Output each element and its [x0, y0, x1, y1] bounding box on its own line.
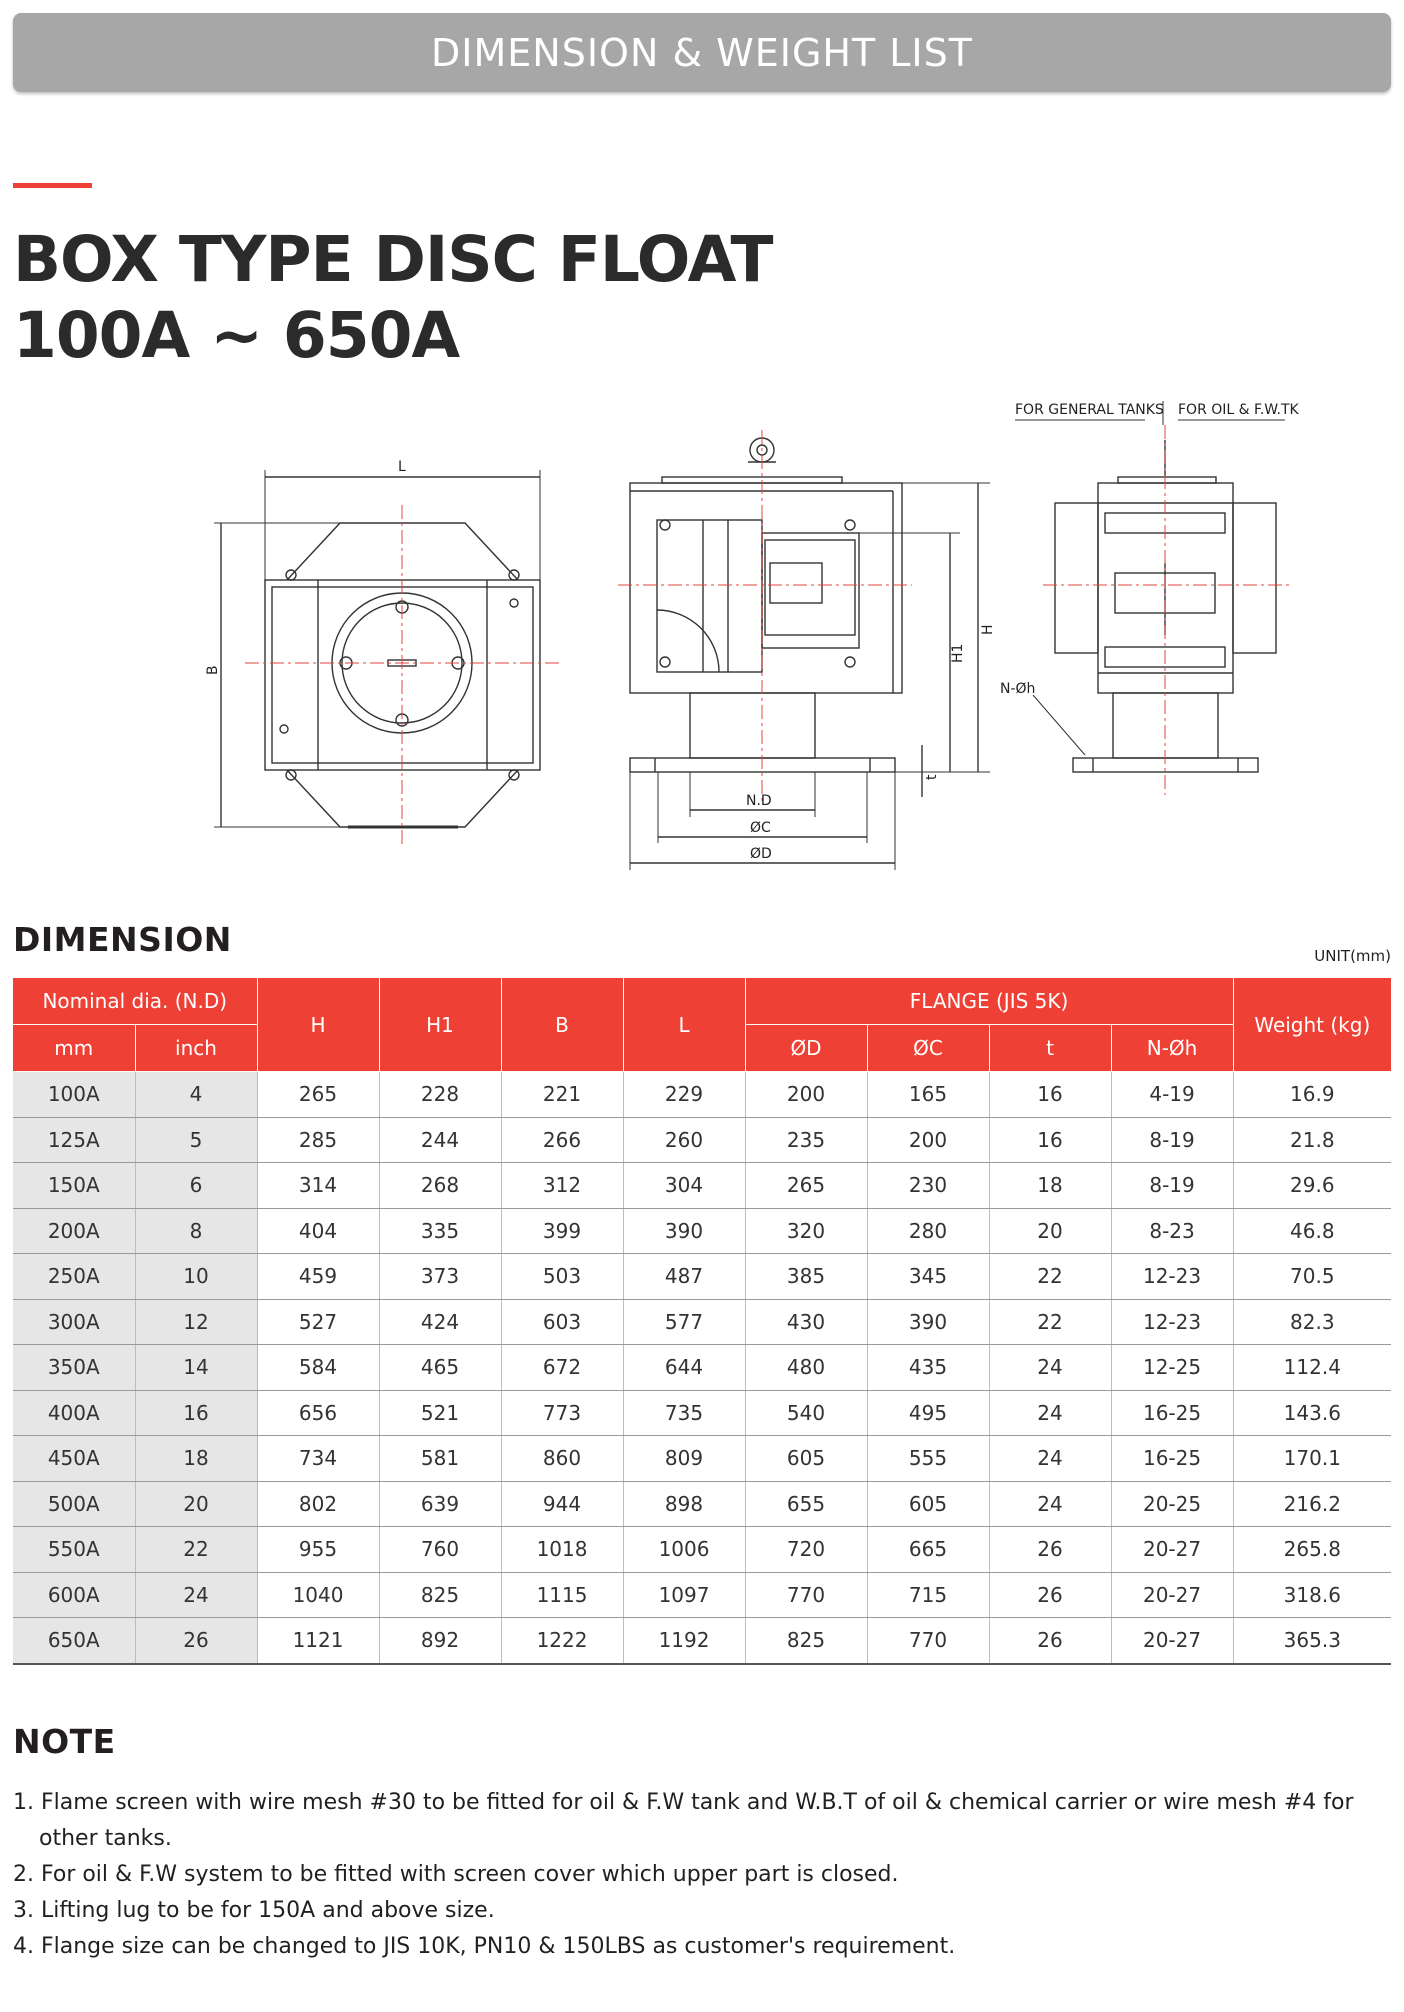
- cell-od: 430: [745, 1299, 867, 1345]
- note-item: 4. Flange size can be changed to JIS 10K, PN10 & 150LBS as customer's requirement.: [13, 1934, 956, 1959]
- cell-t: 24: [989, 1436, 1111, 1482]
- note-item: 2. For oil & F.W system to be fitted with screen cover which upper part is closed.: [13, 1862, 899, 1887]
- cell-h1: 424: [379, 1299, 501, 1345]
- cell-h1: 581: [379, 1436, 501, 1482]
- cell-od: 825: [745, 1618, 867, 1664]
- cell-b: 860: [501, 1436, 623, 1482]
- cell-mm: 300A: [13, 1299, 135, 1345]
- cell-h1: 228: [379, 1072, 501, 1118]
- cell-n-oh: 4-19: [1111, 1072, 1233, 1118]
- cell-inch: 20: [135, 1481, 257, 1527]
- cell-l: 809: [623, 1436, 745, 1482]
- cell-mm: 550A: [13, 1527, 135, 1573]
- cell-inch: 26: [135, 1618, 257, 1664]
- cell-weight: 216.2: [1233, 1481, 1391, 1527]
- cell-inch: 5: [135, 1117, 257, 1163]
- cell-weight: 21.8: [1233, 1117, 1391, 1163]
- cell-weight: 112.4: [1233, 1345, 1391, 1391]
- cell-inch: 8: [135, 1208, 257, 1254]
- cell-mm: 250A: [13, 1254, 135, 1300]
- table-body: [13, 1072, 1391, 1664]
- header-l: L: [623, 978, 745, 1072]
- cell-mm: 100A: [13, 1072, 135, 1118]
- cell-oc: 555: [867, 1436, 989, 1482]
- cell-oc: 605: [867, 1481, 989, 1527]
- cell-h1: 639: [379, 1481, 501, 1527]
- cell-b: 1222: [501, 1618, 623, 1664]
- note-item: 3. Lifting lug to be for 150A and above size.: [13, 1898, 495, 1923]
- cell-l: 487: [623, 1254, 745, 1300]
- cell-b: 503: [501, 1254, 623, 1300]
- cell-l: 1192: [623, 1618, 745, 1664]
- cell-weight: 82.3: [1233, 1299, 1391, 1345]
- cell-od: 770: [745, 1572, 867, 1618]
- cell-inch: 12: [135, 1299, 257, 1345]
- technical-drawing: [200, 385, 1380, 890]
- cell-l: 1097: [623, 1572, 745, 1618]
- dim-label-oc: ØC: [750, 820, 771, 836]
- cell-oc: 200: [867, 1117, 989, 1163]
- table-row: [13, 1299, 1391, 1345]
- cell-h: 1121: [257, 1618, 379, 1664]
- cell-n-oh: 20-27: [1111, 1572, 1233, 1618]
- cell-od: 720: [745, 1527, 867, 1573]
- cell-b: 944: [501, 1481, 623, 1527]
- cell-n-oh: 20-27: [1111, 1618, 1233, 1664]
- cell-od: 480: [745, 1345, 867, 1391]
- dim-label-od: ØD: [750, 846, 772, 862]
- cell-inch: 22: [135, 1527, 257, 1573]
- table-row: [13, 1072, 1391, 1118]
- cell-l: 304: [623, 1163, 745, 1209]
- cell-oc: 665: [867, 1527, 989, 1573]
- cell-od: 200: [745, 1072, 867, 1118]
- cell-n-oh: 8-23: [1111, 1208, 1233, 1254]
- dim-label-t: t: [924, 774, 940, 780]
- unit-label: UNIT(mm): [1314, 947, 1391, 965]
- cell-n-oh: 12-25: [1111, 1345, 1233, 1391]
- product-title: [13, 222, 773, 374]
- cell-b: 399: [501, 1208, 623, 1254]
- cell-h: 285: [257, 1117, 379, 1163]
- cell-od: 655: [745, 1481, 867, 1527]
- dim-label-nd: N.D: [746, 793, 772, 809]
- cell-inch: 16: [135, 1390, 257, 1436]
- cell-n-oh: 20-25: [1111, 1481, 1233, 1527]
- cell-h: 459: [257, 1254, 379, 1300]
- cell-t: 24: [989, 1345, 1111, 1391]
- table-header-row: [13, 978, 1391, 1025]
- cell-h1: 825: [379, 1572, 501, 1618]
- product-title-line2: 100A ~ 650A: [13, 299, 460, 372]
- cell-h1: 760: [379, 1527, 501, 1573]
- cell-t: 16: [989, 1072, 1111, 1118]
- cell-oc: 230: [867, 1163, 989, 1209]
- table-row: [13, 1208, 1391, 1254]
- cell-mm: 400A: [13, 1390, 135, 1436]
- cell-oc: 715: [867, 1572, 989, 1618]
- header-n-oh: N-Øh: [1111, 1025, 1233, 1072]
- table-row: [13, 1618, 1391, 1664]
- cell-l: 735: [623, 1390, 745, 1436]
- dim-label-H: H: [980, 624, 996, 635]
- cell-h1: 465: [379, 1345, 501, 1391]
- cell-h: 265: [257, 1072, 379, 1118]
- cell-b: 266: [501, 1117, 623, 1163]
- cell-od: 540: [745, 1390, 867, 1436]
- dim-label-L: L: [398, 459, 406, 475]
- header-nominal-dia: Nominal dia. (N.D): [13, 978, 257, 1025]
- cell-mm: 650A: [13, 1618, 135, 1664]
- cell-t: 22: [989, 1254, 1111, 1300]
- cell-h: 314: [257, 1163, 379, 1209]
- cell-inch: 24: [135, 1572, 257, 1618]
- cell-b: 1115: [501, 1572, 623, 1618]
- table-row: [13, 1345, 1391, 1391]
- cell-h: 404: [257, 1208, 379, 1254]
- table-row: [13, 1481, 1391, 1527]
- cell-oc: 165: [867, 1072, 989, 1118]
- cell-inch: 14: [135, 1345, 257, 1391]
- note-item: 1. Flame screen with wire mesh #30 to be fitted for oil & F.W tank and W.B.T of oil & chemical carrier or wire mesh #4 for other tanks.: [13, 1790, 1354, 1851]
- header-flange: FLANGE (JIS 5K): [745, 978, 1233, 1025]
- cell-weight: 170.1: [1233, 1436, 1391, 1482]
- table-row: [13, 1572, 1391, 1618]
- side-view: [1015, 401, 1285, 772]
- header-oc: ØC: [867, 1025, 989, 1072]
- cell-oc: 390: [867, 1299, 989, 1345]
- cell-oc: 435: [867, 1345, 989, 1391]
- note-heading: NOTE: [13, 1722, 116, 1761]
- cell-l: 229: [623, 1072, 745, 1118]
- table-row: [13, 1163, 1391, 1209]
- cell-weight: 29.6: [1233, 1163, 1391, 1209]
- cell-h: 734: [257, 1436, 379, 1482]
- cell-weight: 143.6: [1233, 1390, 1391, 1436]
- cell-h: 527: [257, 1299, 379, 1345]
- cell-n-oh: 12-23: [1111, 1299, 1233, 1345]
- cell-h: 656: [257, 1390, 379, 1436]
- cell-od: 385: [745, 1254, 867, 1300]
- cell-b: 603: [501, 1299, 623, 1345]
- header-inch: inch: [135, 1025, 257, 1072]
- cell-od: 265: [745, 1163, 867, 1209]
- table-row: [13, 1390, 1391, 1436]
- dimension-table: [13, 978, 1391, 1665]
- cell-mm: 150A: [13, 1163, 135, 1209]
- cell-t: 18: [989, 1163, 1111, 1209]
- cell-mm: 125A: [13, 1117, 135, 1163]
- header-od: ØD: [745, 1025, 867, 1072]
- cell-l: 644: [623, 1345, 745, 1391]
- cell-inch: 10: [135, 1254, 257, 1300]
- cell-weight: 46.8: [1233, 1208, 1391, 1254]
- cell-b: 312: [501, 1163, 623, 1209]
- cell-n-oh: 8-19: [1111, 1163, 1233, 1209]
- cell-h: 1040: [257, 1572, 379, 1618]
- cell-oc: 770: [867, 1618, 989, 1664]
- cell-mm: 450A: [13, 1436, 135, 1482]
- cell-l: 1006: [623, 1527, 745, 1573]
- cell-mm: 350A: [13, 1345, 135, 1391]
- cell-n-oh: 20-27: [1111, 1527, 1233, 1573]
- cell-b: 1018: [501, 1527, 623, 1573]
- header-t: t: [989, 1025, 1111, 1072]
- cell-h1: 373: [379, 1254, 501, 1300]
- cell-h: 802: [257, 1481, 379, 1527]
- cell-mm: 500A: [13, 1481, 135, 1527]
- cell-weight: 318.6: [1233, 1572, 1391, 1618]
- dim-label-H1: H1: [950, 643, 966, 663]
- front-view: [630, 438, 990, 870]
- table-row: [13, 1527, 1391, 1573]
- accent-bar: [13, 183, 92, 188]
- cell-inch: 18: [135, 1436, 257, 1482]
- cell-od: 235: [745, 1117, 867, 1163]
- header-h1: H1: [379, 978, 501, 1072]
- cell-mm: 200A: [13, 1208, 135, 1254]
- label-oil-fw-tank: FOR OIL & F.W.TK: [1178, 402, 1299, 418]
- cell-inch: 6: [135, 1163, 257, 1209]
- dim-label-B: B: [205, 665, 221, 675]
- cell-weight: 16.9: [1233, 1072, 1391, 1118]
- cell-h1: 521: [379, 1390, 501, 1436]
- label-general-tanks: FOR GENERAL TANKS: [1015, 402, 1164, 418]
- cell-l: 260: [623, 1117, 745, 1163]
- cell-weight: 70.5: [1233, 1254, 1391, 1300]
- cell-n-oh: 12-23: [1111, 1254, 1233, 1300]
- top-view: [214, 470, 540, 827]
- table-row: [13, 1254, 1391, 1300]
- product-title-line1: BOX TYPE DISC FLOAT: [13, 223, 773, 296]
- cell-oc: 345: [867, 1254, 989, 1300]
- header-h: H: [257, 978, 379, 1072]
- cell-oc: 280: [867, 1208, 989, 1254]
- dimension-heading: DIMENSION: [13, 920, 232, 959]
- notes-list: [13, 1785, 1391, 1965]
- cell-h: 955: [257, 1527, 379, 1573]
- cell-b: 221: [501, 1072, 623, 1118]
- cell-oc: 495: [867, 1390, 989, 1436]
- cell-h: 584: [257, 1345, 379, 1391]
- cell-n-oh: 16-25: [1111, 1390, 1233, 1436]
- cell-n-oh: 8-19: [1111, 1117, 1233, 1163]
- cell-t: 20: [989, 1208, 1111, 1254]
- header-mm: mm: [13, 1025, 135, 1072]
- cell-mm: 600A: [13, 1572, 135, 1618]
- cell-weight: 265.8: [1233, 1527, 1391, 1573]
- cell-t: 26: [989, 1527, 1111, 1573]
- header-weight: Weight (kg): [1233, 978, 1391, 1072]
- cell-h1: 268: [379, 1163, 501, 1209]
- cell-h1: 892: [379, 1618, 501, 1664]
- cell-h1: 335: [379, 1208, 501, 1254]
- cell-n-oh: 16-25: [1111, 1436, 1233, 1482]
- cell-od: 320: [745, 1208, 867, 1254]
- table-row: [13, 1117, 1391, 1163]
- table-row: [13, 1436, 1391, 1482]
- cell-t: 24: [989, 1481, 1111, 1527]
- header-b: B: [501, 978, 623, 1072]
- cell-l: 898: [623, 1481, 745, 1527]
- cell-inch: 4: [135, 1072, 257, 1118]
- cell-h1: 244: [379, 1117, 501, 1163]
- cell-weight: 365.3: [1233, 1618, 1391, 1664]
- label-n-oh: N-Øh: [1000, 681, 1036, 697]
- cell-t: 16: [989, 1117, 1111, 1163]
- cell-l: 390: [623, 1208, 745, 1254]
- cell-b: 672: [501, 1345, 623, 1391]
- cell-l: 577: [623, 1299, 745, 1345]
- cell-b: 773: [501, 1390, 623, 1436]
- cell-t: 24: [989, 1390, 1111, 1436]
- cell-od: 605: [745, 1436, 867, 1482]
- cell-t: 26: [989, 1572, 1111, 1618]
- page-banner: DIMENSION & WEIGHT LIST: [13, 13, 1391, 92]
- cell-t: 26: [989, 1618, 1111, 1664]
- cell-t: 22: [989, 1299, 1111, 1345]
